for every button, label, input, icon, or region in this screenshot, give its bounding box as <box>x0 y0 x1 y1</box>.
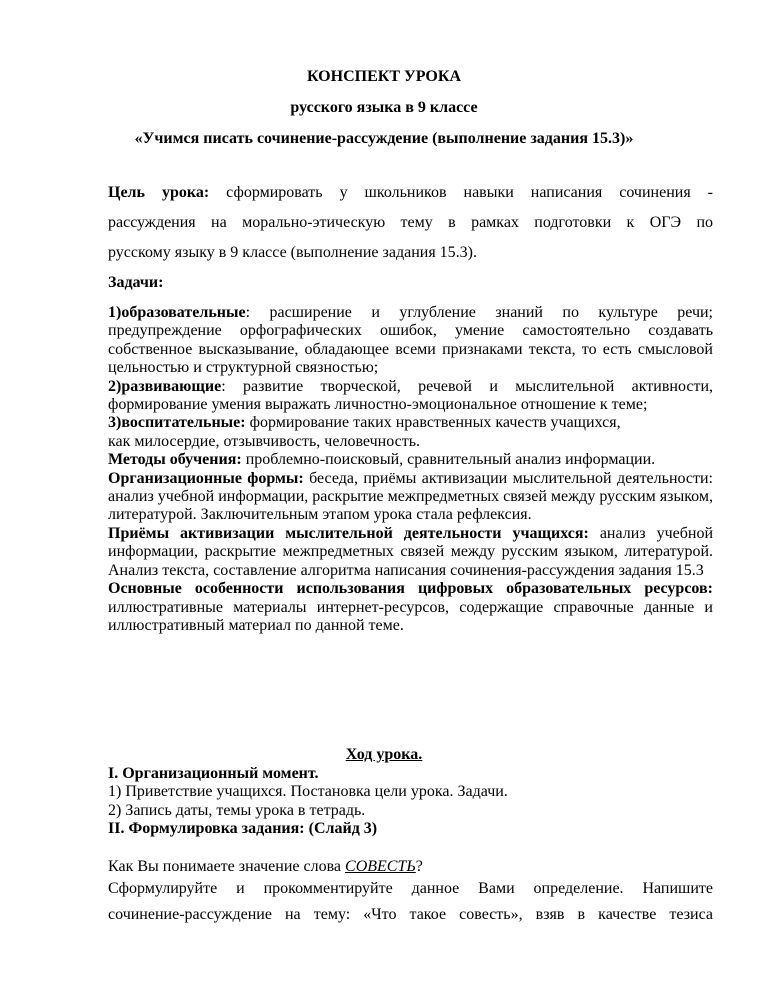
task-educational-label: 1)образовательные <box>108 304 246 321</box>
document-subtitle: русского языка в 9 классе <box>290 99 478 116</box>
methods-label: Методы обучения: <box>108 451 242 469</box>
question-line <box>108 858 713 876</box>
stage-1-heading: I. Организационный момент. <box>108 765 319 782</box>
instruction-line-2: сочинение-рассуждение на тему: «Что такое совесть», взяв в качестве тезиса <box>108 906 713 923</box>
task-upbringing-text: формирование таких нравственных качеств учащихся, <box>245 414 621 432</box>
techniques-text: анализ учебной информации, раскрытие межпредметных связей между русским языком, литературой. Анализ текста, составление алгоритма написания сочинения-рассуждения задания 15.3 <box>108 524 714 579</box>
stage-2-heading: II. Формулировка задания: (Слайд 3) <box>108 820 378 838</box>
goal-line-3: русскому языку в 9 классе (выполнение задания 15.3). <box>108 244 477 261</box>
org-forms-text: беседа, приёмы активизации мыслительной деятельности: анализ учебной информации, раскрытие межпредметных связей между русским языком, литературой. Заключительным этапом урока стала рефлексия. <box>108 469 714 524</box>
methods <box>108 451 713 469</box>
digital-resources <box>108 580 713 635</box>
task-developing-text: : развитие творческой, речевой и мыслительной активности, формирование умения выражать личностно-эмоциональное отношение к теме; <box>108 377 713 414</box>
techniques-label: Приёмы активизации мыслительной деятельности учащихся: <box>108 524 589 542</box>
task-upbringing-cont: как милосердие, отзывчивость, человечность. <box>108 432 420 450</box>
goal-label: Цель урока: <box>108 184 210 201</box>
tasks-body <box>108 304 713 635</box>
methods-text: проблемно-поисковый, сравнительный анализ информации. <box>241 451 656 469</box>
lesson-topic: «Учимся писать сочинение-рассуждение (выполнение задания 15.3)» <box>134 130 634 147</box>
instruction-line-1: Сформулируйте и прокомментируйте данное Вами определение. Напишите <box>108 880 713 897</box>
org-forms-label: Организационные формы: <box>108 469 304 487</box>
question-text: Как Вы понимаете значение слова <box>108 858 346 875</box>
goal-line-2: рассуждения на морально-этическую тему в рамках подготовки к ОГЭ по <box>108 214 713 231</box>
digital-resources-text: иллюстративные материалы интернет-ресурсов, содержащие справочные данные и иллюстративный материал по данной теме. <box>108 598 713 634</box>
techniques <box>108 525 713 580</box>
task-educational <box>108 304 713 378</box>
tasks-label: Задачи: <box>108 274 164 291</box>
question-mark: ? <box>415 858 423 875</box>
lesson-flow <box>108 765 713 839</box>
stage-1-item-2: 2) Запись даты, темы урока в тетрадь. <box>108 801 366 819</box>
task-developing-label: 2)развивающие <box>108 377 222 395</box>
question-keyword: СОВЕСТЬ <box>345 858 416 875</box>
org-forms <box>108 470 713 525</box>
goal-line-1 <box>108 183 713 203</box>
task-educational-text: : расширение и углубление знаний по культуре речи; предупреждение орфографических ошибок, умение самостоятельно создавать собственное высказывание, обладающее всеми признаками текста, то есть смысловой цельностью и структурной связностью; <box>108 304 713 377</box>
goal-text-1: сформировать у школьников навыки написания сочинения - <box>226 184 713 201</box>
digital-resources-label: Основные особенности использования цифровых образовательных ресурсов: <box>108 580 713 598</box>
task-upbringing <box>108 414 713 432</box>
task-upbringing-label: 3)воспитательные: <box>108 414 246 432</box>
lesson-flow-heading: Ход урока. <box>345 746 423 763</box>
document-title: КОНСПЕКТ УРОКА <box>306 68 462 85</box>
task-developing <box>108 378 713 415</box>
stage-1-item-1: 1) Приветствие учащихся. Постановка цели урока. Задачи. <box>108 783 508 801</box>
